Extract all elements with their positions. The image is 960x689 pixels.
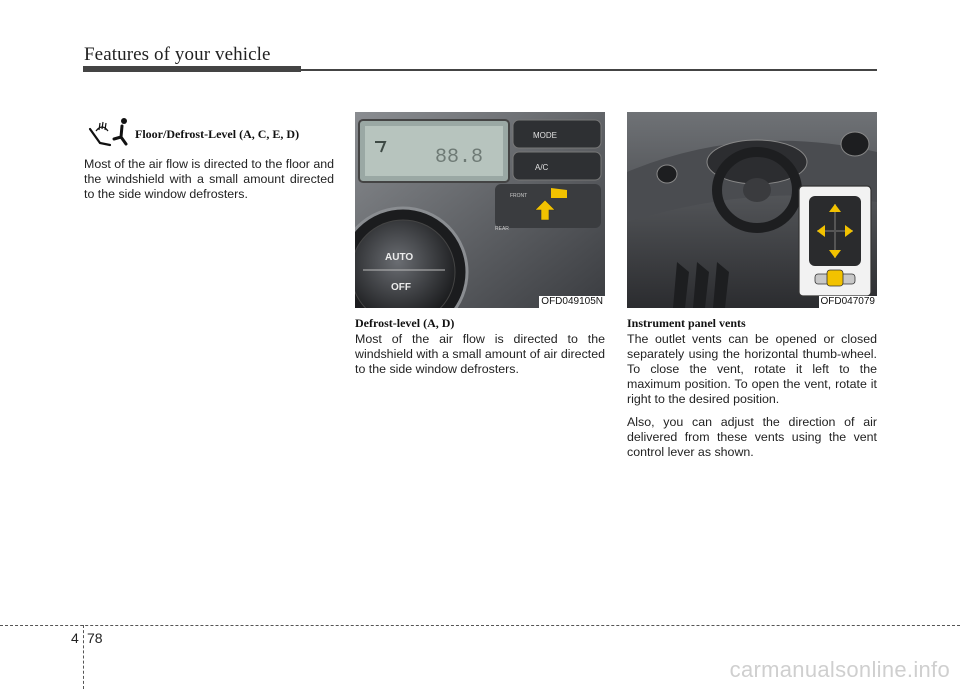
paragraph: Also, you can adjust the direction of air delivered from these vents using the vent control lever as shown. [627, 415, 877, 459]
section-heading: Defrost-level (A, D) [355, 316, 455, 330]
section-heading-row [84, 117, 334, 147]
ac-button-label: A/C [535, 163, 549, 172]
header-rule-thick [83, 66, 301, 72]
front-label: FRONT [510, 193, 528, 199]
figure-code: OFD049105N [541, 296, 603, 307]
off-label: OFF [391, 282, 411, 293]
paragraph: The outlet vents can be opened or closed separately using the horizontal thumb-wheel. To close the vent, rotate it left to the maximum position. To open the vent, rotate it right to the desired position. [627, 332, 877, 406]
section-heading: Floor/Defrost-Level (A, C, E, D) [135, 127, 300, 141]
climate-control-panel-photo [355, 112, 605, 308]
page-number: 78 [87, 630, 103, 646]
footer-divider [83, 625, 84, 689]
figure-code: OFD047079 [820, 296, 875, 307]
paragraph: Most of the air flow is directed to the windshield with a small amount of air directed to the side window defrosters. [355, 332, 605, 376]
paragraph: Most of the air flow is directed to the floor and the windshield with a small amount directed to the side window defrosters. [84, 157, 335, 201]
chapter-number: 4 [71, 630, 79, 646]
auto-label: AUTO [385, 252, 414, 263]
dashboard-vents-photo [627, 112, 877, 308]
mode-button-label: MODE [533, 131, 557, 140]
floor-defrost-mode-icon [86, 117, 132, 147]
paragraph-group [627, 332, 877, 468]
section-heading: Instrument panel vents [627, 316, 746, 330]
watermark: carmanualsonline.info [729, 657, 950, 682]
page-header-title: Features of your vehicle [84, 44, 271, 65]
rear-label: REAR [495, 226, 509, 232]
footer-rule [0, 625, 960, 626]
svg-text:88.8: 88.8 [435, 146, 484, 169]
header-rule-thin [301, 69, 877, 71]
